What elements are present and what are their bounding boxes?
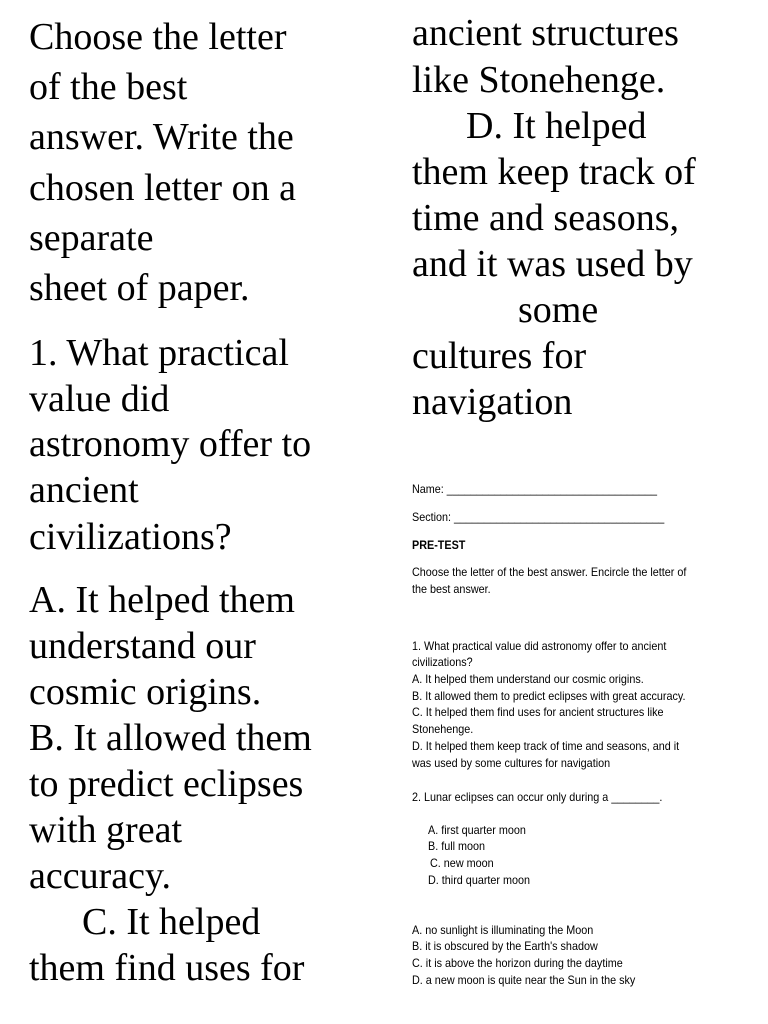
instruction-line: answer. Write the: [29, 116, 294, 158]
instruction-line: sheet of paper.: [29, 267, 250, 309]
q1-line: was used by some cultures for navigation: [412, 756, 611, 770]
continuation-line: D. It helped: [466, 105, 647, 147]
q2-option: C. new moon: [430, 856, 494, 870]
q2-line: 2. Lunar eclipses can occur only during a ________.: [412, 790, 663, 804]
option-line: to predict eclipses: [29, 763, 304, 805]
option-line: understand our: [29, 625, 256, 667]
q1-line: B. It allowed them to predict eclipses with great accuracy.: [412, 689, 686, 703]
continuation-line: them keep track of: [412, 151, 696, 193]
question-line: civilizations?: [29, 516, 232, 558]
name-field: Name: ___________________________________: [412, 482, 658, 496]
question-line: ancient: [29, 469, 139, 511]
question-line: astronomy offer to: [29, 423, 312, 465]
q1-line: A. It helped them understand our cosmic origins.: [412, 672, 644, 686]
option-line: A. It helped them: [29, 579, 295, 621]
option-line: B. It allowed them: [29, 717, 312, 759]
instruction-line: Choose the letter: [29, 16, 287, 58]
continuation-line: cultures for: [412, 335, 587, 377]
option-line: them find uses for: [29, 947, 305, 989]
continuation-line: time and seasons,: [412, 197, 680, 239]
q3-option: C. it is above the horizon during the daytime: [412, 956, 623, 970]
q1-line: civilizations?: [412, 655, 473, 669]
q1-line: D. It helped them keep track of time and seasons, and it: [412, 739, 680, 753]
q1-line: Stonehenge.: [412, 722, 474, 736]
continuation-line: navigation: [412, 381, 573, 423]
q2-option: A. first quarter moon: [428, 823, 526, 837]
continuation-line: ancient structures: [412, 12, 679, 54]
q2-option: D. third quarter moon: [428, 873, 531, 887]
instruction-line: separate: [29, 217, 154, 259]
instruction-line: of the best: [29, 66, 188, 108]
continuation-line: some: [518, 289, 599, 331]
q3-option: A. no sunlight is illuminating the Moon: [412, 923, 594, 937]
q1-line: C. It helped them find uses for ancient structures like: [412, 705, 664, 719]
question-line: 1. What practical: [29, 332, 289, 374]
pretest-title: PRE-TEST: [412, 538, 466, 552]
q1-line: 1. What practical value did astronomy offer to ancient: [412, 639, 667, 653]
worksheet-instruction: the best answer.: [412, 582, 491, 596]
instruction-line: chosen letter on a: [29, 167, 296, 209]
option-line: cosmic origins.: [29, 671, 262, 713]
option-line: C. It helped: [82, 901, 261, 943]
q3-option: B. it is obscured by the Earth's shadow: [412, 939, 598, 953]
section-field: Section: ___________________________________: [412, 510, 665, 524]
worksheet-instruction: Choose the letter of the best answer. Encircle the letter of: [412, 565, 687, 579]
question-line: value did: [29, 378, 170, 420]
continuation-line: like Stonehenge.: [412, 59, 666, 101]
continuation-line: and it was used by: [412, 243, 693, 285]
q3-option: D. a new moon is quite near the Sun in the sky: [412, 973, 636, 987]
option-line: accuracy.: [29, 855, 172, 897]
q2-option: B. full moon: [428, 839, 486, 853]
option-line: with great: [29, 809, 183, 851]
